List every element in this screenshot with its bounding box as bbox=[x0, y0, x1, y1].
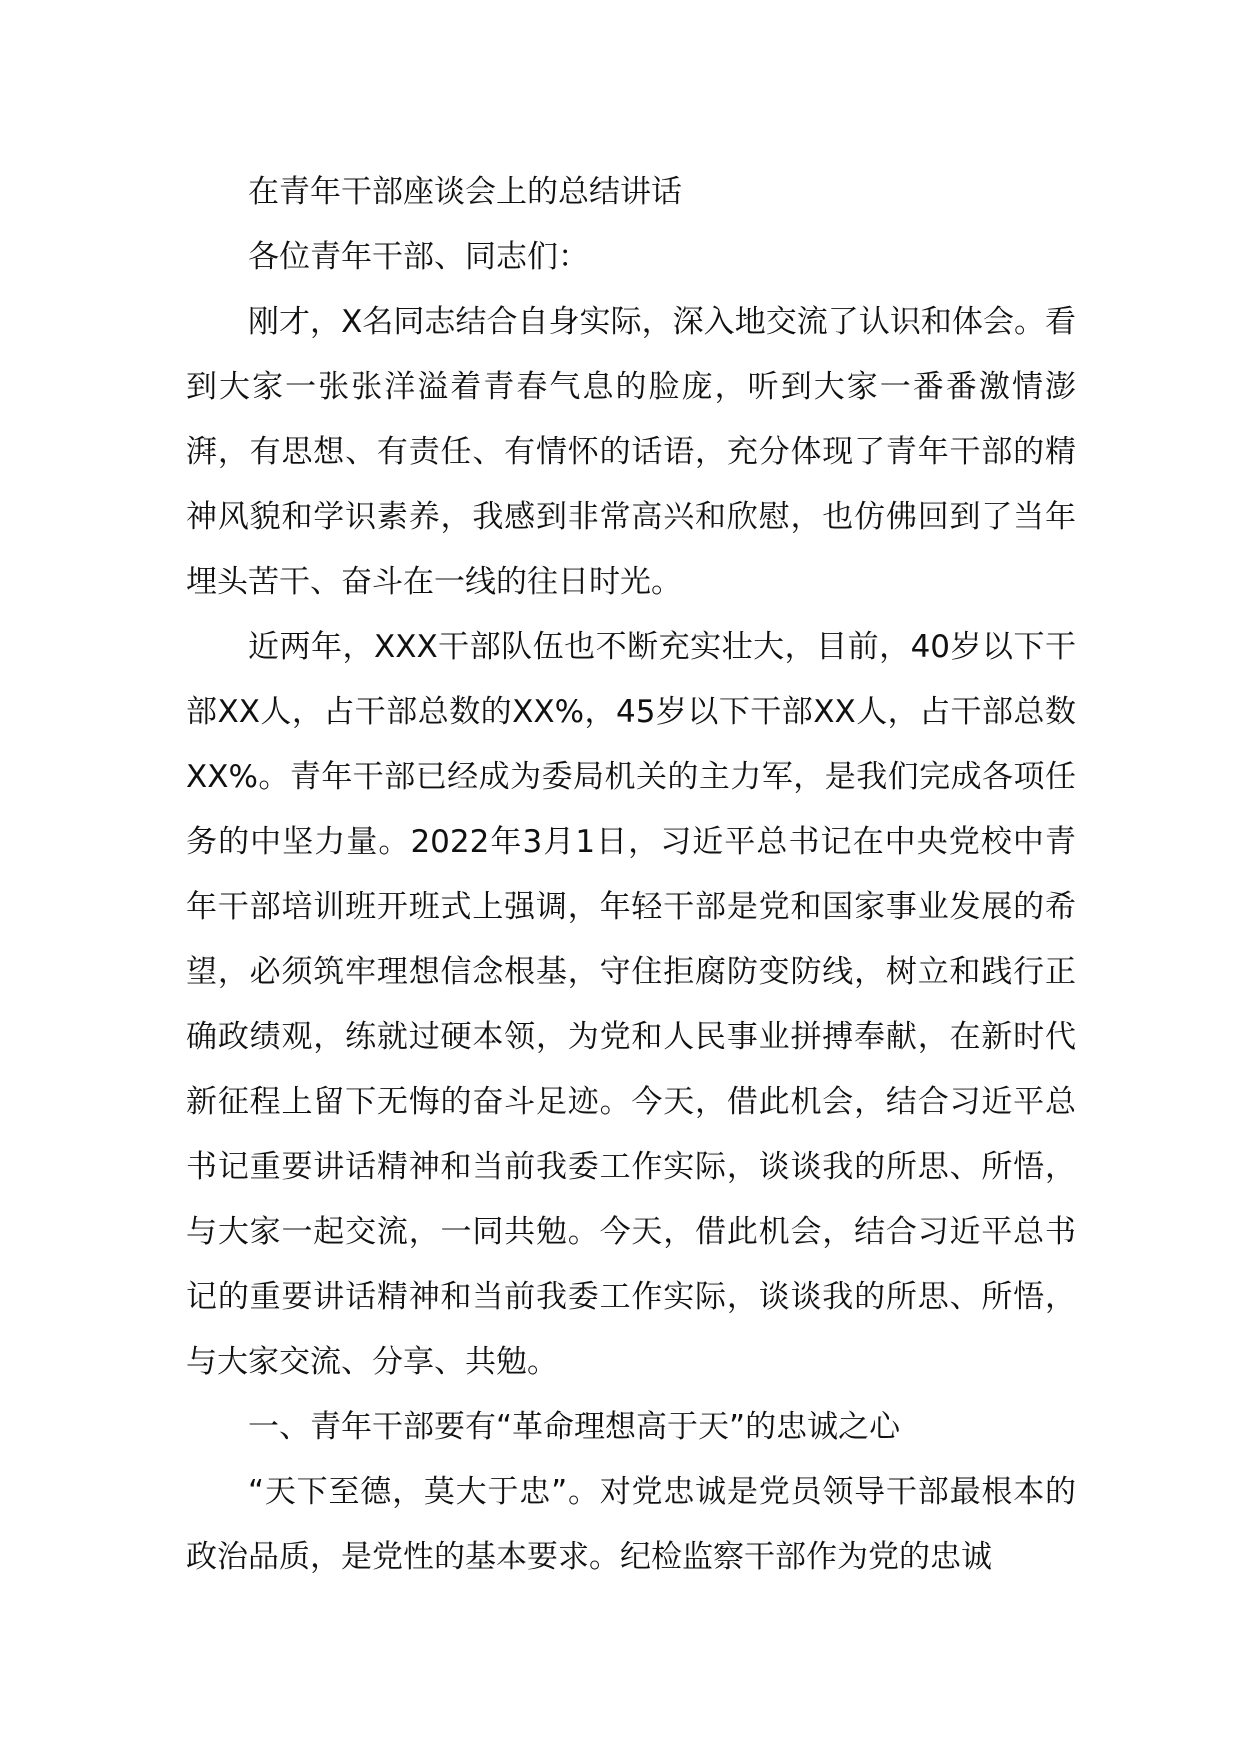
section-heading-1: 一、青年干部要有“革命理想高于天”的忠诚之心 bbox=[248, 1409, 901, 1445]
document-title: 在青年干部座谈会上的总结讲话 bbox=[248, 174, 682, 210]
paragraph-1: 刚才，X名同志结合自身实际，深入地交流了认识和体会。看到大家一张张洋溢着青春气息的脸庞，听到大家一番番激情澎湃，有思想、有责任、有情怀的话语，充分体现了青年干部的精神风貌和学识素养，我感到非常高兴和欣慰，也仿佛回到了当年埋头苦干、奋斗在一线的往日时光。 bbox=[186, 304, 1076, 600]
salutation: 各位青年干部、同志们： bbox=[248, 239, 589, 275]
document-body bbox=[186, 160, 1076, 1590]
paragraph-2: 近两年，XXX干部队伍也不断充实壮大，目前，40岁以下干部XX人，占干部总数的XX%，45岁以下干部XX人，占干部总数XX%。青年干部已经成为委局机关的主力军，是我们完成各项任务的中坚力量。2022年3月1日，习近平总书记在中央党校中青年干部培训班开班式上强调，年轻干部是党和国家事业发展的希望，必须筑牢理想信念根基，守住拒腐防变防线，树立和践行正确政绩观，练就过硬本领，为党和人民事业拼搏奉献，在新时代新征程上留下无悔的奋斗足迹。今天，借此机会，结合习近平总书记重要讲话精神和当前我委工作实际，谈谈我的所思、所悟，与大家一起交流，一同共勉。今天，借此机会，结合习近平总书记的重要讲话精神和当前我委工作实际，谈谈我的所思、所悟，与大家交流、分享、共勉。 bbox=[186, 629, 1076, 1380]
paragraph-3: “天下至德，莫大于忠”。对党忠诚是党员领导干部最根本的政治品质，是党性的基本要求。纪检监察干部作为党的忠诚 bbox=[186, 1474, 1076, 1575]
